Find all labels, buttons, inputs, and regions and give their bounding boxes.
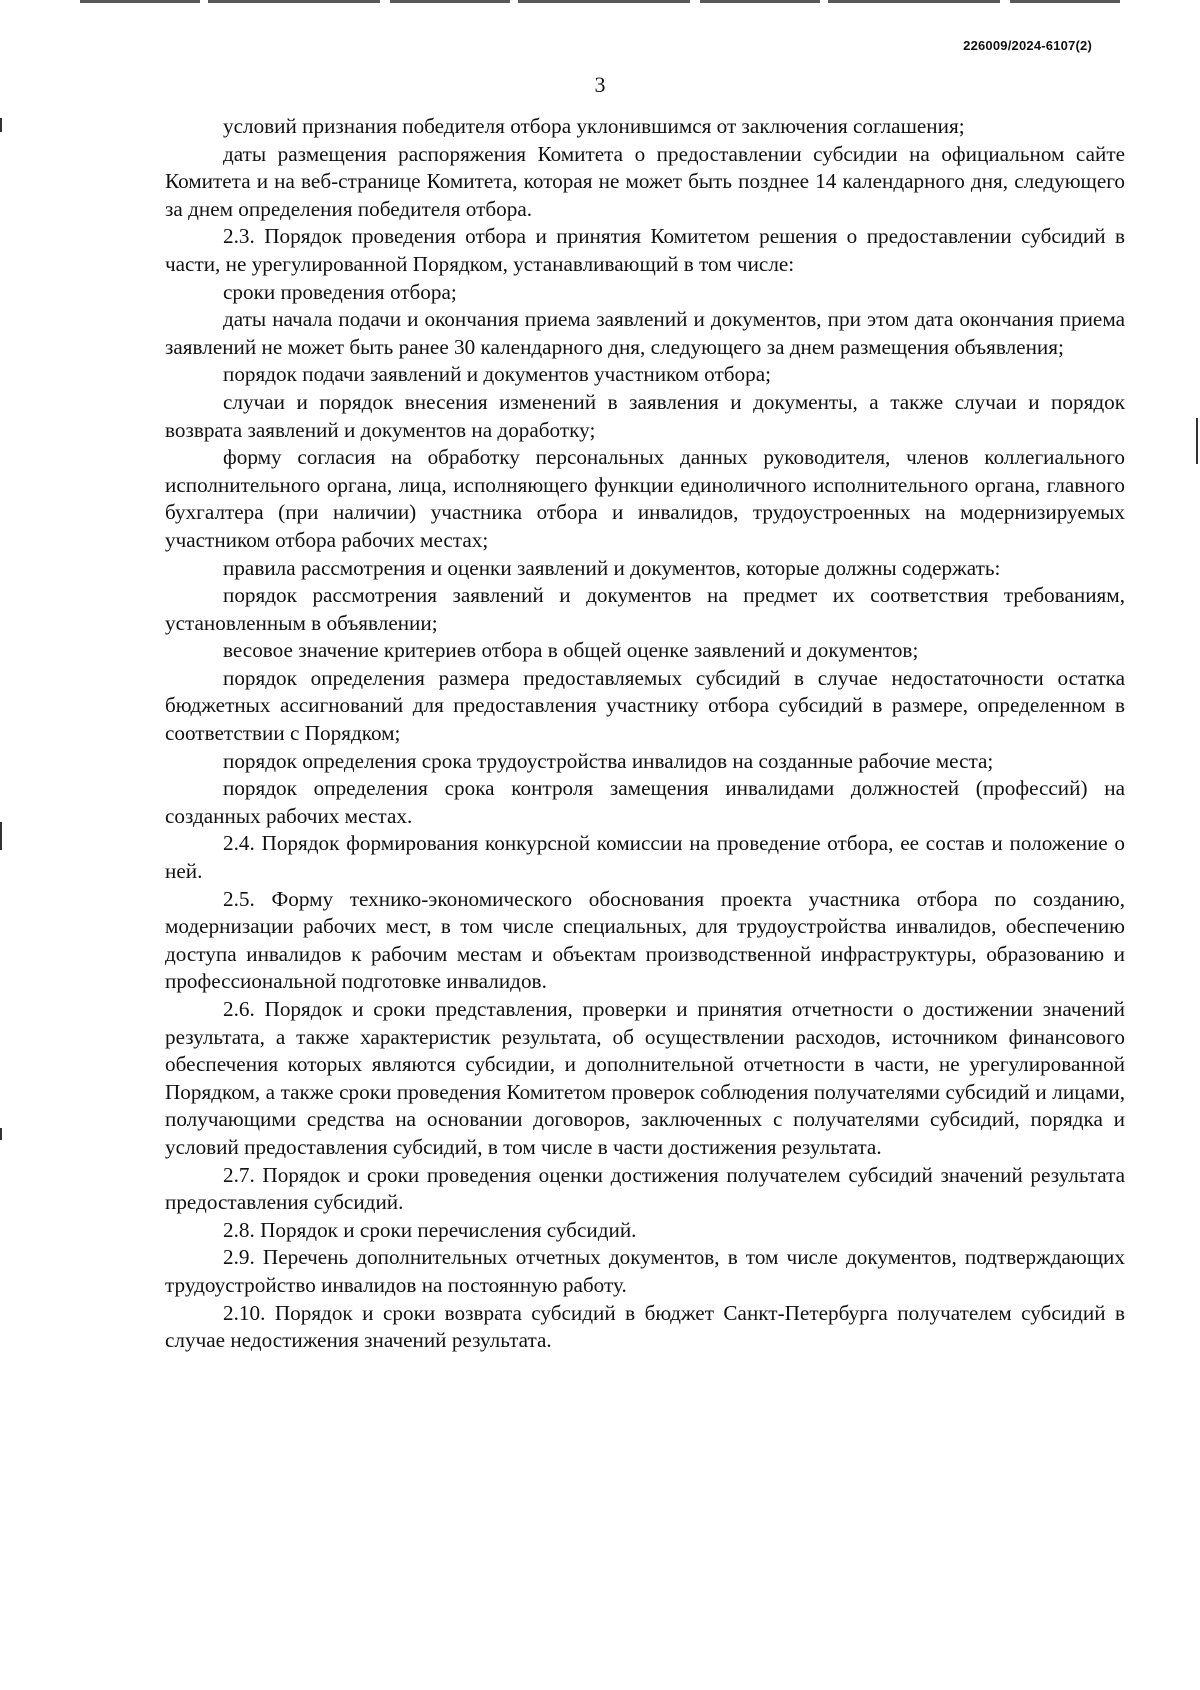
paragraph: 2.4. Порядок формирования конкурсной комиссии на проведение отбора, ее состав и положение о ней.: [165, 831, 1125, 884]
scan-top-border: [80, 0, 1120, 3]
document-body: [165, 113, 1125, 1355]
scan-edge-mark: [0, 118, 2, 132]
paragraph: сроки проведения отбора;: [223, 279, 457, 304]
paragraph: 2.9. Перечень дополнительных отчетных документов, в том числе документов, подтверждающих трудоустройство инвалидов на постоянную работу.: [165, 1245, 1125, 1297]
paragraph: форму согласия на обработку персональных данных руководителя, членов коллегиального исполнительного органа, лица, исполняющего функции единоличного исполнительного органа, главного бухгалтера (при наличии) участника отбора и инвалидов, трудоустроенных на модернизируемых участником отбора рабочих местах;: [165, 445, 1125, 552]
paragraph: весовое значение критериев отбора в общей оценке заявлений и документов;: [223, 638, 919, 663]
scan-edge-mark: [0, 822, 2, 850]
paragraph: даты начала подачи и окончания приема заявлений и документов, при этом дата окончания приема заявлений не может быть ранее 30 календарного дня, следующего за днем размещения объявления;: [165, 307, 1125, 359]
paragraph: порядок определения срока трудоустройства инвалидов на созданные рабочие места;: [223, 748, 994, 773]
paragraph: 2.3. Порядок проведения отбора и принятия Комитетом решения о предоставлении субсидий в части, не урегулированной Порядком, устанавливающий в том числе:: [165, 224, 1125, 276]
paragraph: порядок определения размера предоставляемых субсидий в случае недостаточности остатка бюджетных ассигнований для предоставления участнику отбора субсидий в размере, определенном в соответствии с Порядком;: [165, 665, 1125, 746]
paragraph: даты размещения распоряжения Комитета о предоставлении субсидии на официальном сайте Комитета и на веб-странице Комитета, которая не может быть позднее 14 календарного дня, следующего за днем определения победителя отбора.: [165, 141, 1125, 221]
document-id: 226009/2024-6107(2): [963, 38, 1092, 53]
scan-edge-mark: [1196, 418, 1198, 464]
paragraph: порядок определения срока контроля замещения инвалидами должностей (профессий) на созданных рабочих местах.: [165, 776, 1125, 828]
page-number: 3: [594, 72, 606, 97]
paragraph: порядок рассмотрения заявлений и документов на предмет их соответствия требованиям, установленным в объявлении;: [165, 583, 1125, 635]
paragraph: 2.10. Порядок и сроки возврата субсидий в бюджет Санкт-Петербурга получателем субсидий в случае недостижения значений результата.: [165, 1300, 1125, 1353]
paragraph: условий признания победителя отбора уклонившимся от заключения соглашения;: [223, 114, 965, 138]
scan-edge-mark: [0, 1128, 2, 1140]
paragraph: 2.7. Порядок и сроки проведения оценки достижения получателем субсидий значений результата предоставления субсидий.: [165, 1162, 1125, 1215]
paragraph: 2.6. Порядок и сроки представления, проверки и принятия отчетности о достижении значений результата, а также характеристик результата, об осуществлении расходов, источником финансового обеспечения которых являются субсидии, и дополнительной отчетности в части, не урегулированной Порядком, а также сроки проведения Комитетом проверок соблюдения получателями субсидий и лицами, получающими средства на основании договоров, заключенных с получателями субсидий, порядка и условий предоставления субсидий, в том числе в части достижения результата.: [165, 997, 1125, 1159]
paragraph: 2.5. Форму технико-экономического обоснования проекта участника отбора по созданию, модернизации рабочих мест, в том числе специальных, для трудоустройства инвалидов, обеспечению доступа инвалидов к рабочим местам и объектам производственной инфраструктуры, образованию и профессиональной подготовке инвалидов.: [165, 886, 1125, 994]
paragraph: правила рассмотрения и оценки заявлений и документов, которые должны содержать:: [223, 555, 1001, 580]
paragraph: порядок подачи заявлений и документов участником отбора;: [223, 362, 771, 387]
paragraph: случаи и порядок внесения изменений в заявления и документы, а также случаи и порядок возврата заявлений и документов на доработку;: [165, 389, 1125, 442]
paragraph: 2.8. Порядок и сроки перечисления субсидий.: [223, 1217, 637, 1242]
